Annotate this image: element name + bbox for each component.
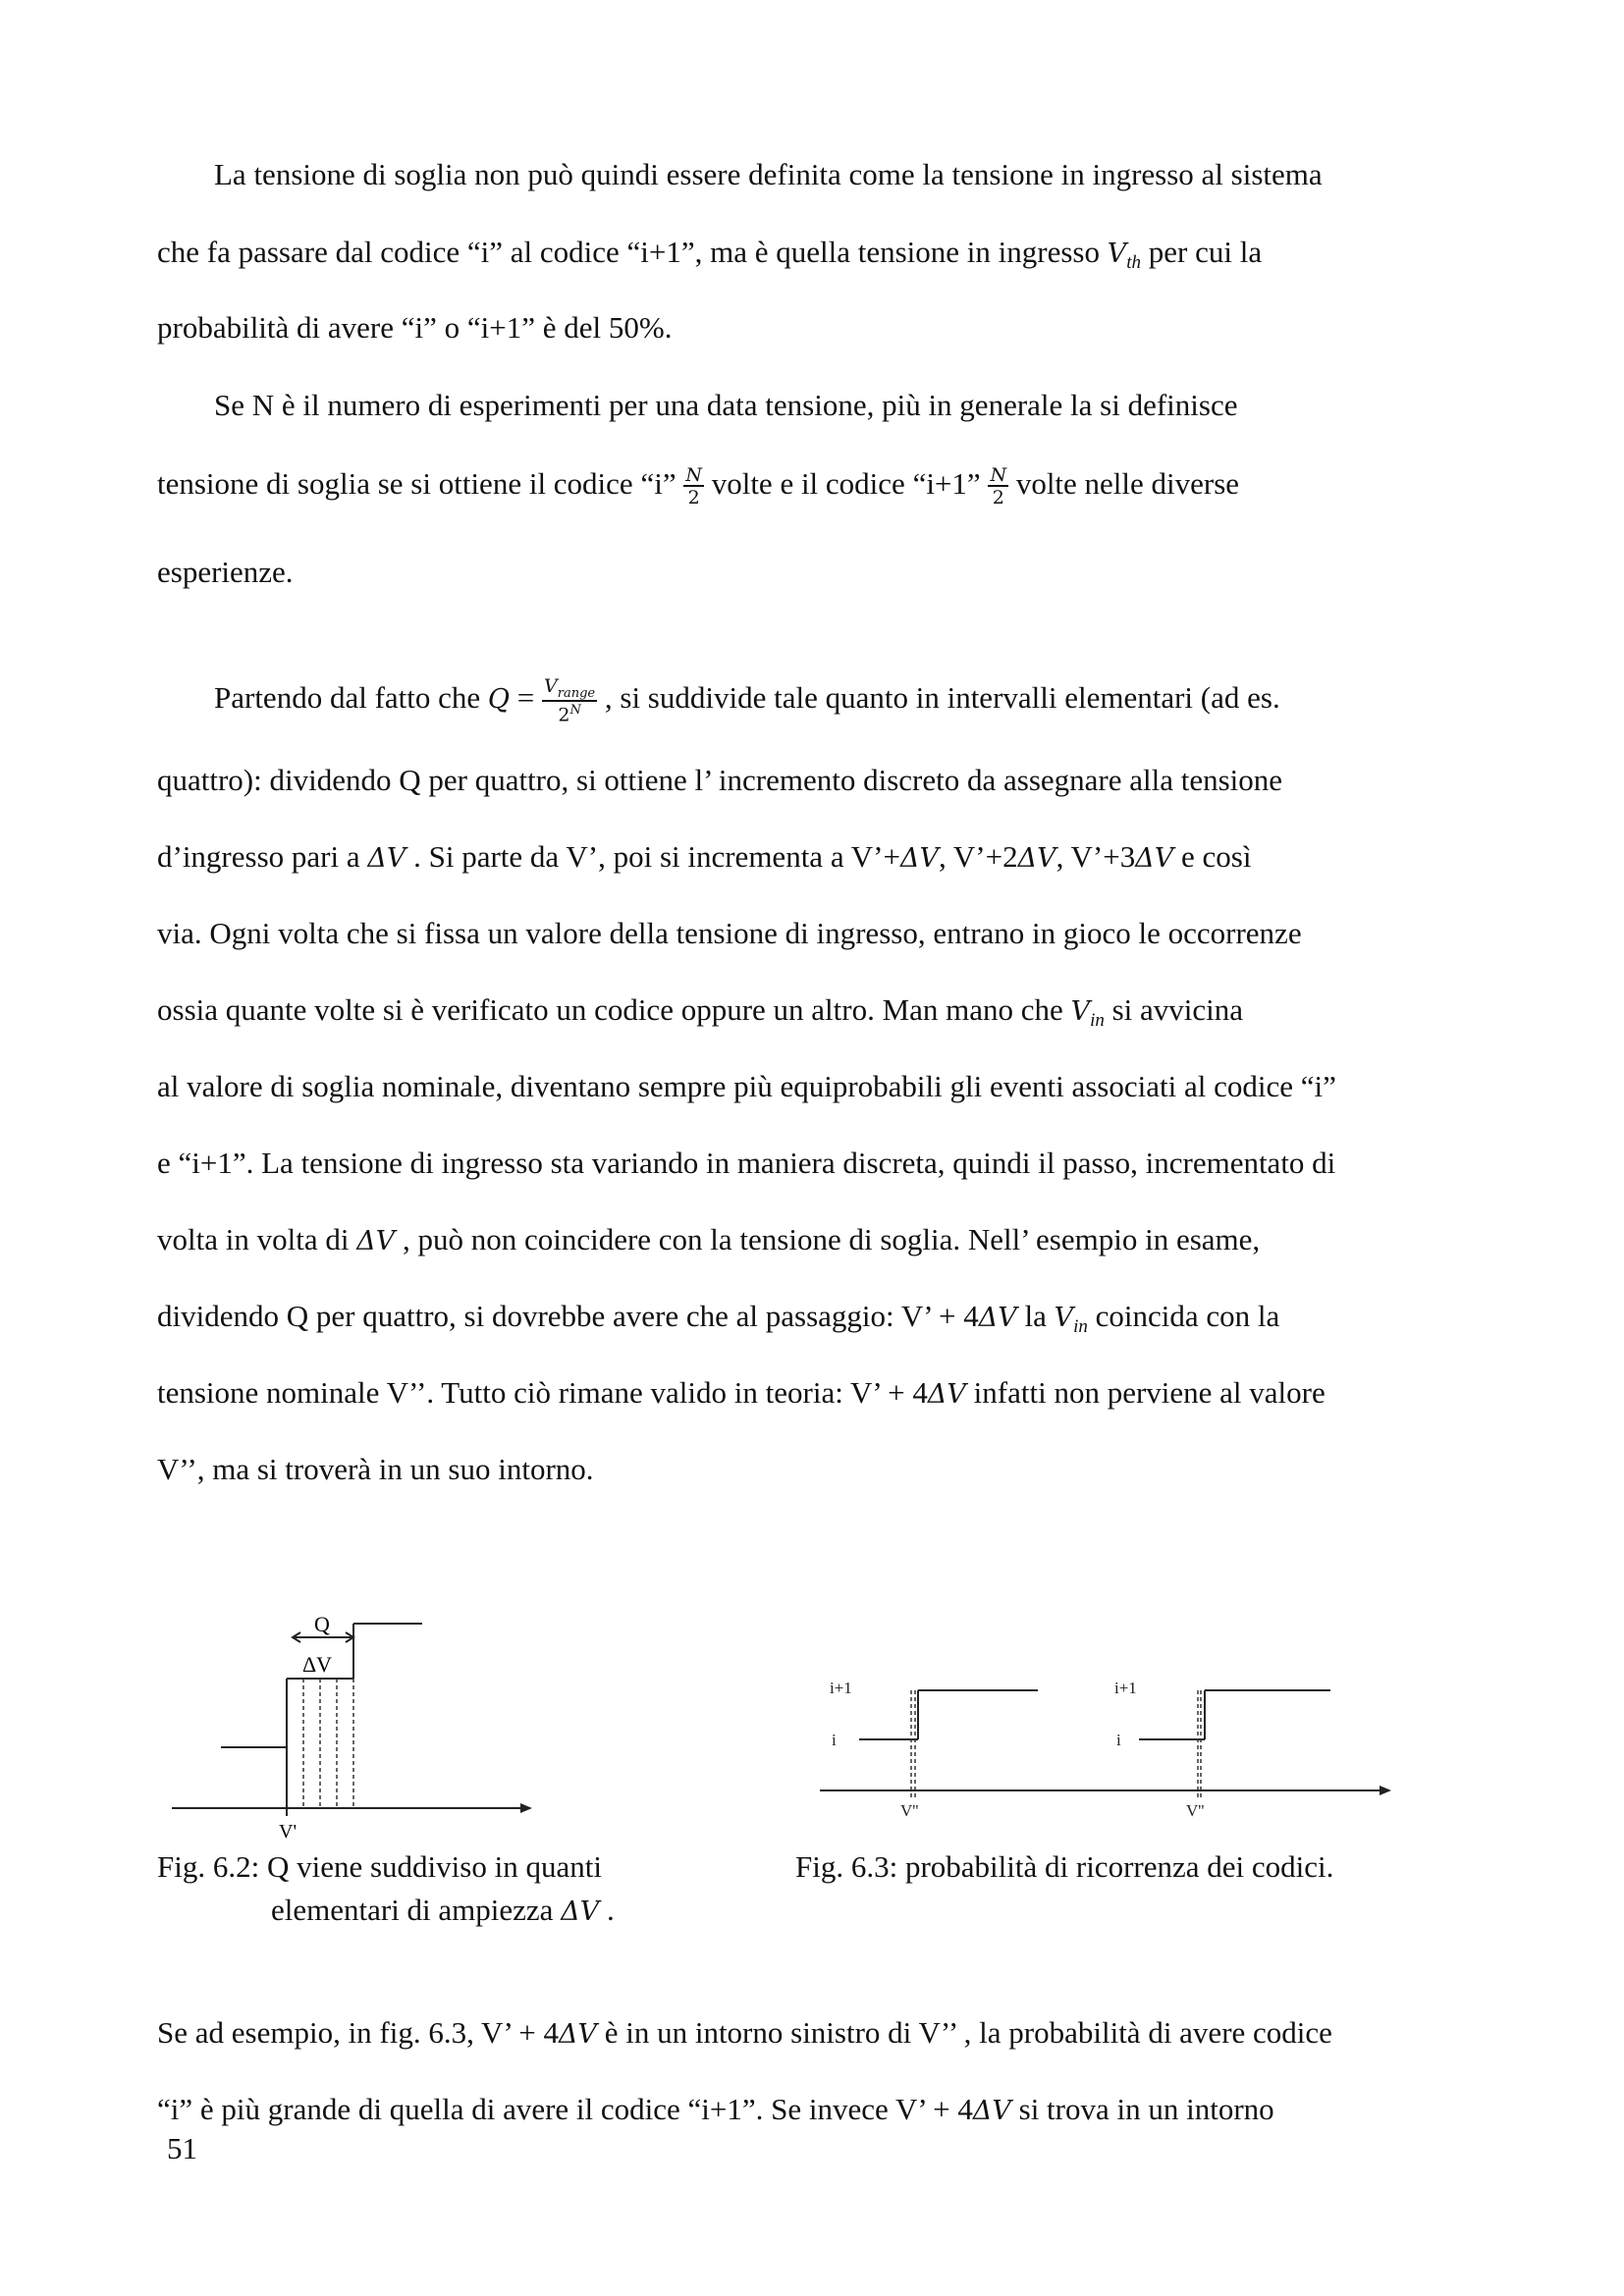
fraction-n-over-2: $\frac{N}{2}$ [990, 463, 1007, 508]
p3-line-1: Partendo dal fatto che Q = $\frac{V_{range}}{2^N}$ , si suddivide tale quanto in intervalli elementari (ad es. [214, 675, 1280, 726]
p2-line-1: Se N è il numero di esperimenti per una data tensione, più in generale la si definisce [214, 388, 1238, 422]
label-v-prime: V' [279, 1821, 298, 1842]
label-i-plus-1: i+1 [1114, 1679, 1137, 1697]
p3-line-4: via. Ogni volta che si fissa un valore della tensione di ingresso, entrano in gioco le occorrenze [157, 916, 1302, 950]
figure-6-2-diagram [167, 1610, 540, 1845]
x-axis-arrowhead [1380, 1786, 1391, 1795]
label-i: i [1116, 1731, 1121, 1749]
p3-line-11: V’’, ma si troverà in un suo intorno. [157, 1452, 594, 1486]
figure-6-2-caption-line-2: elementari di ampiezza ΔV . [271, 1893, 615, 1927]
label-v-double-prime: V'' [1186, 1801, 1205, 1820]
label-v-double-prime: V'' [900, 1801, 919, 1820]
p3-line-7: e “i+1”. La tensione di ingresso sta variando in maniera discreta, quindi il passo, incrementato di [157, 1146, 1336, 1180]
figure-6-3-caption: Fig. 6.3: probabilità di ricorrenza dei codici. [795, 1849, 1334, 1884]
p3-line-5: ossia quante volte si è verificato un codice oppure un altro. Man mano che $V_{in}$ si avvicina [157, 992, 1244, 1031]
p3-line-8: volta in volta di ΔV , può non coincidere con la tensione di soglia. Nell’ esempio in esame, [157, 1222, 1261, 1256]
p4-line-2: “i” è più grande di quella di avere il codice “i+1”. Se invece V’ + 4ΔV si trova in un intorno [157, 2092, 1274, 2126]
figure-6-2-caption-line-1: Fig. 6.2: Q viene suddiviso in quanti [157, 1849, 602, 1884]
p3-line-9: dividendo Q per quattro, si dovrebbe avere che al passaggio: V’ + 4ΔV la $V_{in}$ coincida con la [157, 1299, 1280, 1337]
p1-line-1: La tensione di soglia non può quindi essere definita come la tensione in ingresso al sistema [214, 157, 1323, 191]
p1-line-2: che fa passare dal codice “i” al codice “i+1”, ma è quella tensione in ingresso $V_{th}$ per cui la [157, 235, 1263, 273]
fraction-vrange-over-2n: $\frac{V_{range}}{2^N}$ [544, 675, 596, 726]
p3-line-2: quattro): dividendo Q per quattro, si ottiene l’ incremento discreto da assegnare alla tensione [157, 763, 1283, 797]
p4-line-1: Se ad esempio, in fig. 6.3, V’ + 4ΔV è in un intorno sinistro di V’’ , la probabilità di avere codice [157, 2015, 1332, 2050]
x-axis-arrowhead [520, 1803, 532, 1813]
p3-line-3: d’ingresso pari a ΔV . Si parte da V’, poi si incrementa a V’+ΔV, V’+2ΔV, V’+3ΔV e così [157, 839, 1252, 874]
fraction-n-over-2: $\frac{N}{2}$ [685, 463, 702, 508]
figure-6-3-diagram [820, 1659, 1409, 1826]
label-delta-v: ΔV [302, 1652, 333, 1677]
p2-line-2: tensione di soglia se si ottiene il codice “i” $\frac{N}{2}$ volte e il codice “i+1” $\frac{N}{2}$ volte nelle diverse [157, 463, 1240, 508]
label-i: i [832, 1731, 837, 1749]
p1-line-3: probabilità di avere “i” o “i+1” è del 50%. [157, 310, 673, 345]
p3-line-6: al valore di soglia nominale, diventano sempre più equiprobabili gli eventi associati al codice “i” [157, 1069, 1336, 1103]
p3-line-10: tensione nominale V’’. Tutto ciò rimane valido in teoria: V’ + 4ΔV infatti non perviene al valore [157, 1375, 1326, 1410]
label-q: Q [314, 1612, 330, 1636]
p2-line-3: esperienze. [157, 555, 294, 589]
label-i-plus-1: i+1 [830, 1679, 852, 1697]
page-number: 51 [167, 2131, 197, 2165]
